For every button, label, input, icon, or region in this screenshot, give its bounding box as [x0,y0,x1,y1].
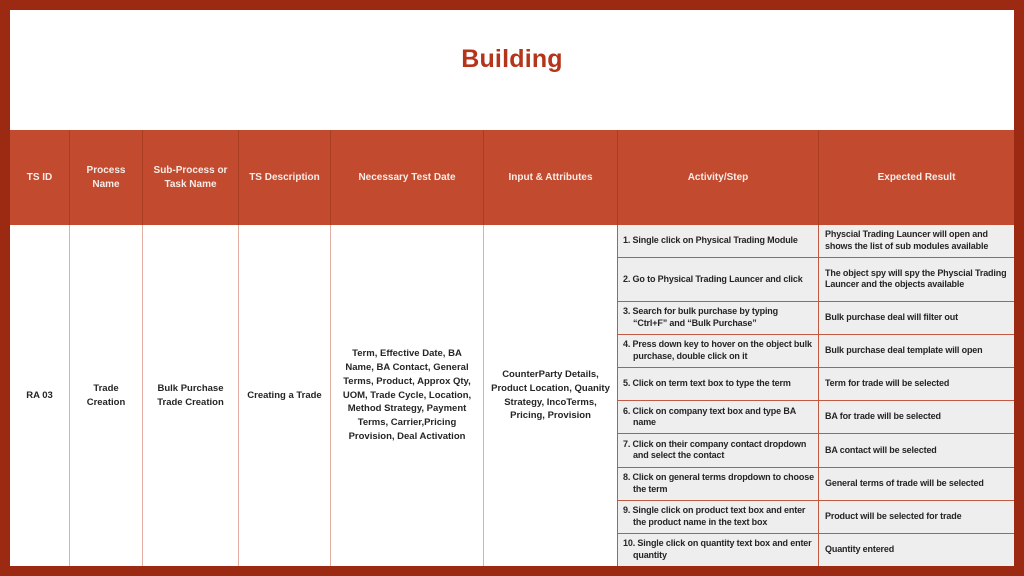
activity-cell [618,501,819,533]
sheet [10,10,1014,566]
title-area [10,10,1014,130]
activity-cell [618,534,819,566]
step-row [618,302,1014,335]
expected-result-cell: Product will be selected for trade [825,510,962,521]
activity-text: 8. Click on general terms dropdown to choose the term [623,471,814,494]
expected-result-cell: General terms of trade will be selected [825,477,984,488]
step-row [618,335,1014,368]
expected-result-cell: Physcial Trading Launcer will open and shows the list of sub modules available [825,229,989,252]
expected-result-cell: Term for trade will be selected [825,378,950,389]
step-row [618,225,1014,258]
activity-cell [618,468,819,500]
cell-sub-process: Bulk Purchase Trade Creation [143,225,239,566]
column-header-necessary-test-date: Necessary Test Date [331,130,484,225]
activity-text: 2. Go to Physical Trading Launcer and click [623,273,803,284]
test-case-table [10,130,1014,566]
cell-input-attributes: CounterParty Details, Product Location, Quanity Strategy, IncoTerms, Pricing, Provision [484,225,618,566]
steps-grid [617,225,1014,566]
table-body [10,225,1014,566]
column-header-ts-id: TS ID [10,130,70,225]
column-header-sub-process: Sub-Process or Task Name [143,130,239,225]
column-header-process-name: Process Name [70,130,143,225]
activity-cell [618,335,819,367]
activity-cell [618,368,819,400]
cell-ts-description: Creating a Trade [239,225,331,566]
cell-ts-id: RA 03 [10,225,70,566]
column-header-expected-result: Expected Result [877,171,956,183]
activity-cell [618,258,819,300]
table-header-row [10,130,1014,225]
activity-cell [618,302,819,334]
expected-result-cell: Bulk purchase deal template will open [825,345,983,356]
step-row [618,434,1014,467]
activity-text: 7. Click on their company contact dropdown and select the contact [623,438,807,461]
cell-necessary-test-date: Term, Effective Date, BA Name, BA Contact, General Terms, Product, Approx Qty, UOM, Trade Cycle, Location, Method Strategy, Payment Terms, Carrier,Pricing Provision, Deal Activation [331,225,484,566]
activity-text: 5. Click on term text box to type the term [623,378,791,389]
activity-text: 1. Single click on Physical Trading Module [623,235,798,246]
step-row [618,258,1014,301]
activity-text: 10. Single click on quantity text box and enter quantity [623,538,812,560]
step-row [618,368,1014,401]
expected-result-cell: Bulk purchase deal will filter out [825,311,958,322]
activity-text: 6. Click on company text box and type BA name [623,405,796,428]
expected-result-cell: The object spy will spy the Physcial Trading Launcer and the objects available [825,267,1007,290]
step-row [618,401,1014,434]
activity-cell [618,401,819,433]
activity-cell [618,225,819,257]
expected-result-cell: Quantity entered [825,544,895,555]
step-row [618,468,1014,501]
step-row [618,501,1014,534]
column-header-ts-description: TS Description [239,130,331,225]
cell-process-name: Trade Creation [70,225,143,566]
activity-text: 4. Press down key to hover on the object bulk purchase, double click on it [623,339,812,361]
expected-result-cell: BA contact will be selected [825,444,937,455]
step-row [618,534,1014,566]
activity-text: 3. Search for bulk purchase by typing “Ctrl+F” and “Bulk Purchase” [623,306,778,328]
activity-text: 9. Single click on product text box and enter the product name in the text box [623,505,806,527]
column-header-activity-step: Activity/Step [618,130,819,225]
activity-cell [618,434,819,466]
page-title: Building [461,44,563,73]
expected-result-cell: BA for trade will be selected [825,411,941,422]
column-header-input-attributes: Input & Attributes [484,130,618,225]
